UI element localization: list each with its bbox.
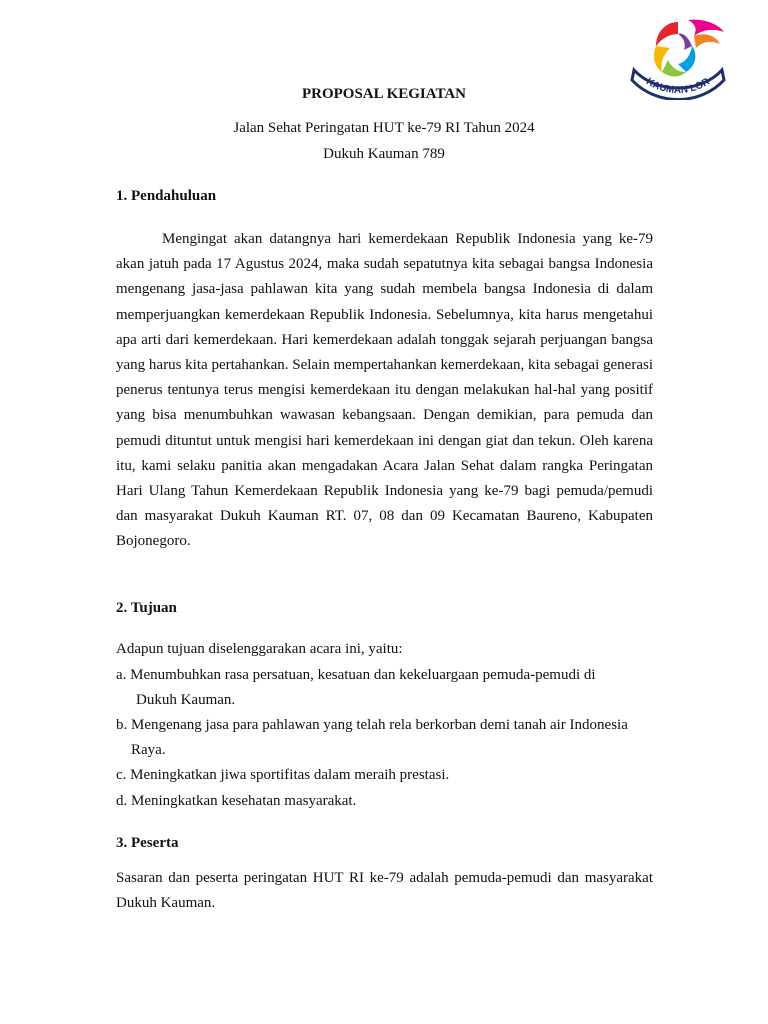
list-item-a-continuation: Dukuh Kauman. bbox=[136, 692, 236, 708]
section-heading-pendahuluan: 1. Pendahuluan bbox=[116, 188, 217, 204]
document-subtitle-line2: Dukuh Kauman 789 bbox=[323, 146, 445, 162]
list-item-a: a. Menumbuhkan rasa persatuan, kesatuan dan kekeluargaan pemuda-pemudi di bbox=[116, 667, 596, 683]
list-item-b: b. Mengenang jasa para pahlawan yang telah rela berkorban demi tanah air Indonesia bbox=[116, 717, 628, 733]
tujuan-intro: Adapun tujuan diselenggarakan acara ini, yaitu: bbox=[116, 641, 403, 657]
list-item-b-continuation: Raya. bbox=[131, 742, 166, 758]
section-heading-peserta: 3. Peserta bbox=[116, 835, 179, 851]
list-item-c: c. Meningkatkan jiwa sportifitas dalam meraih prestasi. bbox=[116, 767, 450, 783]
logo-petal-blue bbox=[678, 46, 695, 72]
section-paragraph-pendahuluan: Mengingat akan datangnya hari kemerdekaan Republik Indonesia yang ke-79 akan jatuh pada 17 Agustus 2024, maka sudah sepatutnya kita sebagai bangsa Indonesia mengenang jasa-jasa pahlawan kita yang sudah membela bangsa Indonesia di dalam memperjuangkan kemerdekaan Republik Indonesia. Sebelumnya, kita harus mengetahui apa arti dari kemerdekaan. Hari kemerdekaan adalah tonggak sejarah perjuangan bangsa yang harus kita pertahankan. Selain mempertahankan kemerdekaan, kita sebagai generasi penerus tentunya terus mengisi kemerdekaan itu dengan melakukan hal-hal yang positif yang bisa menumbuhkan wawasan kebangsaan. Dengan demikian, para pemuda dan pemudi dituntut untuk mengisi hari kemerdekaan ini dengan giat dan tekun. Oleh karena itu, kami selaku panitia akan mengadakan Acara Jalan Sehat dalam rangka Peringatan Hari Ulang Tahun Kemerdekaan Republik Indonesia yang ke-79 bagi pemuda/pemudi dan masyarakat Dukuh Kauman RT. 07, 08 dan 09 Kecamatan Baureno, Kabupaten Bojonegoro. bbox=[116, 231, 653, 550]
section-heading-tujuan: 2. Tujuan bbox=[116, 600, 177, 616]
logo-petal-red bbox=[656, 22, 678, 46]
section-paragraph-peserta: Sasaran dan peserta peringatan HUT RI ke-79 adalah pemuda-pemudi dan masyarakat Dukuh Kauman. bbox=[116, 870, 653, 912]
logo-flame-pink bbox=[688, 20, 724, 36]
logo-flame-orange bbox=[694, 34, 720, 48]
logo-text: KAUMAN LOR bbox=[644, 76, 712, 97]
list-item-d: d. Meningkatkan kesehatan masyarakat. bbox=[116, 793, 357, 809]
logo-petal-purple bbox=[678, 34, 692, 51]
document-subtitle-line1: Jalan Sehat Peringatan HUT ke-79 RI Tahun 2024 bbox=[233, 120, 535, 136]
document-title: PROPOSAL KEGIATAN bbox=[301, 86, 467, 102]
